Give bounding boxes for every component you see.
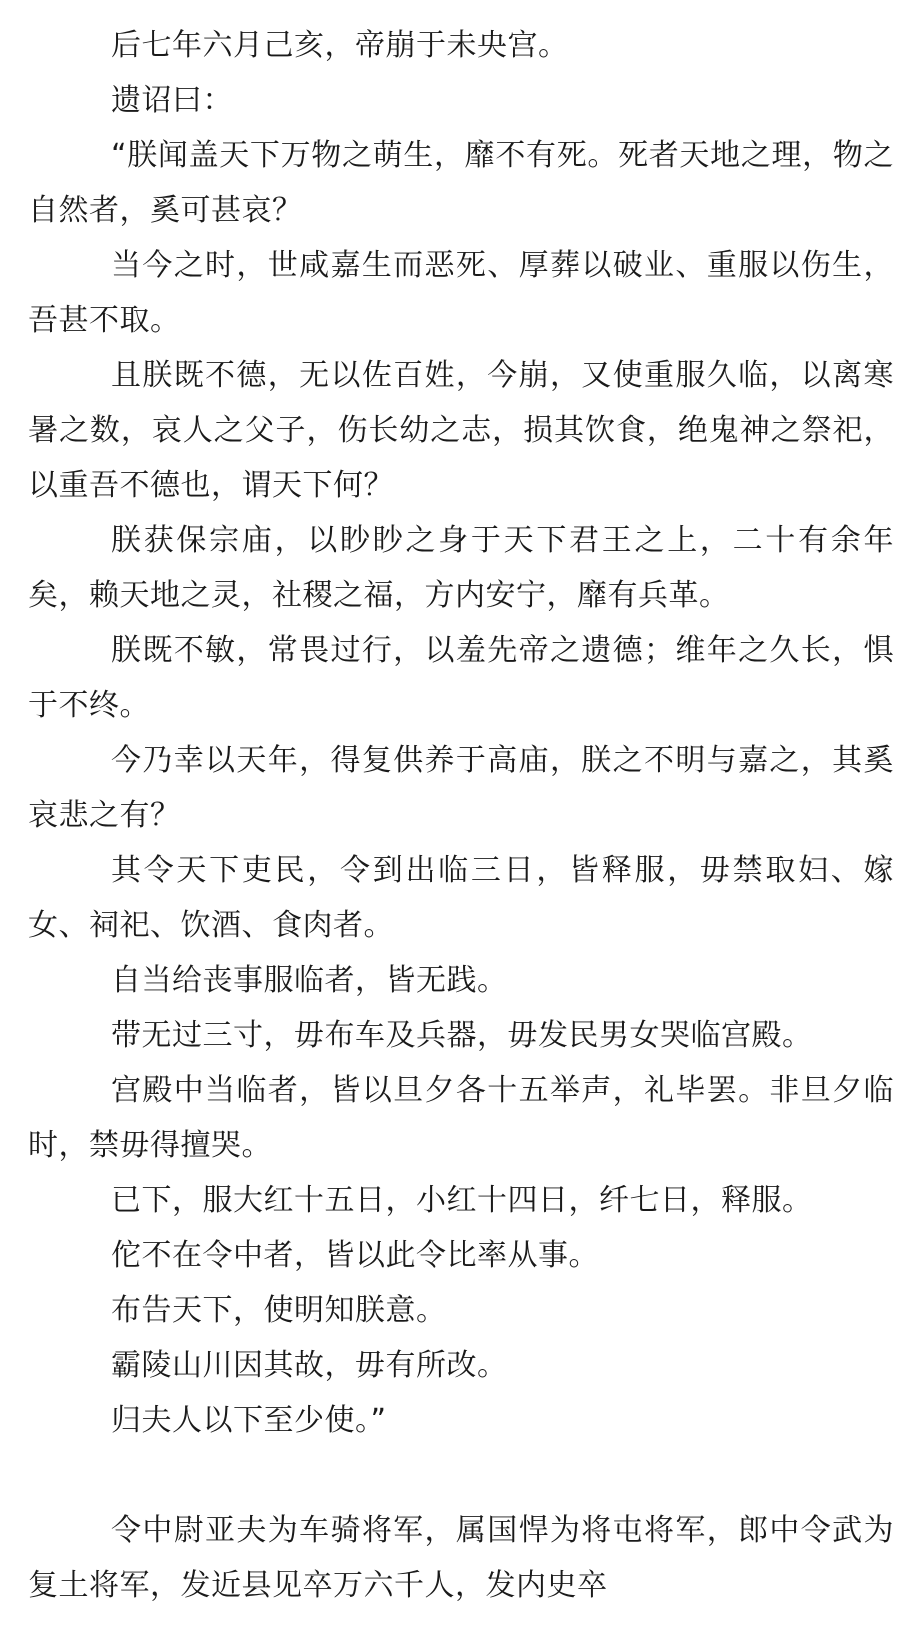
paragraph-8: 今乃幸以天年，得复供养于高庙，朕之不明与嘉之，其奚哀悲之有？ — [28, 743, 894, 833]
paragraph-14: 佗不在令中者，皆以此令比率从事。 — [111, 1238, 599, 1273]
paragraph-10: 自当给丧事服临者，皆无践。 — [111, 963, 508, 998]
paragraph-gap — [28, 1448, 894, 1503]
paragraph-16: 霸陵山川因其故，毋有所改。 — [111, 1348, 508, 1383]
paragraph-3: “朕闻盖天下万物之萌生，靡不有死。死者天地之理，物之自然者，奚可甚哀？ — [28, 138, 894, 228]
paragraph-6: 朕获保宗庙，以眇眇之身于天下君王之上，二十有余年矣，赖天地之灵，社稷之福，方内安宁，靡有兵革。 — [28, 523, 894, 613]
paragraph-1: 后七年六月己亥，帝崩于未央宫。 — [111, 28, 569, 63]
paragraph-4: 当今之时，世咸嘉生而恶死、厚葬以破业、重服以伤生，吾甚不取。 — [28, 248, 894, 338]
paragraph-15: 布告天下，使明知朕意。 — [111, 1293, 447, 1328]
paragraph-11: 带无过三寸，毋布车及兵器，毋发民男女哭临宫殿。 — [111, 1018, 813, 1053]
document-text — [28, 18, 894, 1613]
paragraph-17: 归夫人以下至少使。” — [111, 1403, 387, 1438]
paragraph-13: 已下，服大红十五日，小红十四日，纤七日，释服。 — [111, 1183, 813, 1218]
paragraph-5: 且朕既不德，无以佐百姓，今崩，又使重服久临，以离寒暑之数，哀人之父子，伤长幼之志，损其饮食，绝鬼神之祭祀，以重吾不德也，谓天下何？ — [28, 358, 894, 503]
paragraph-2: 遗诏曰： — [111, 83, 233, 118]
paragraph-12: 宫殿中当临者，皆以旦夕各十五举声，礼毕罢。非旦夕临时，禁毋得擅哭。 — [28, 1073, 894, 1163]
paragraph-7: 朕既不敏，常畏过行，以羞先帝之遗德；维年之久长，惧于不终。 — [28, 633, 894, 723]
trailing-paragraph: 令中尉亚夫为车骑将军，属国悍为将屯将军，郎中令武为复土将军，发近县见卒万六千人，发内史卒 — [28, 1513, 894, 1603]
paragraph-9: 其令天下吏民，令到出临三日，皆释服，毋禁取妇、嫁女、祠祀、饮酒、食肉者。 — [28, 853, 894, 943]
